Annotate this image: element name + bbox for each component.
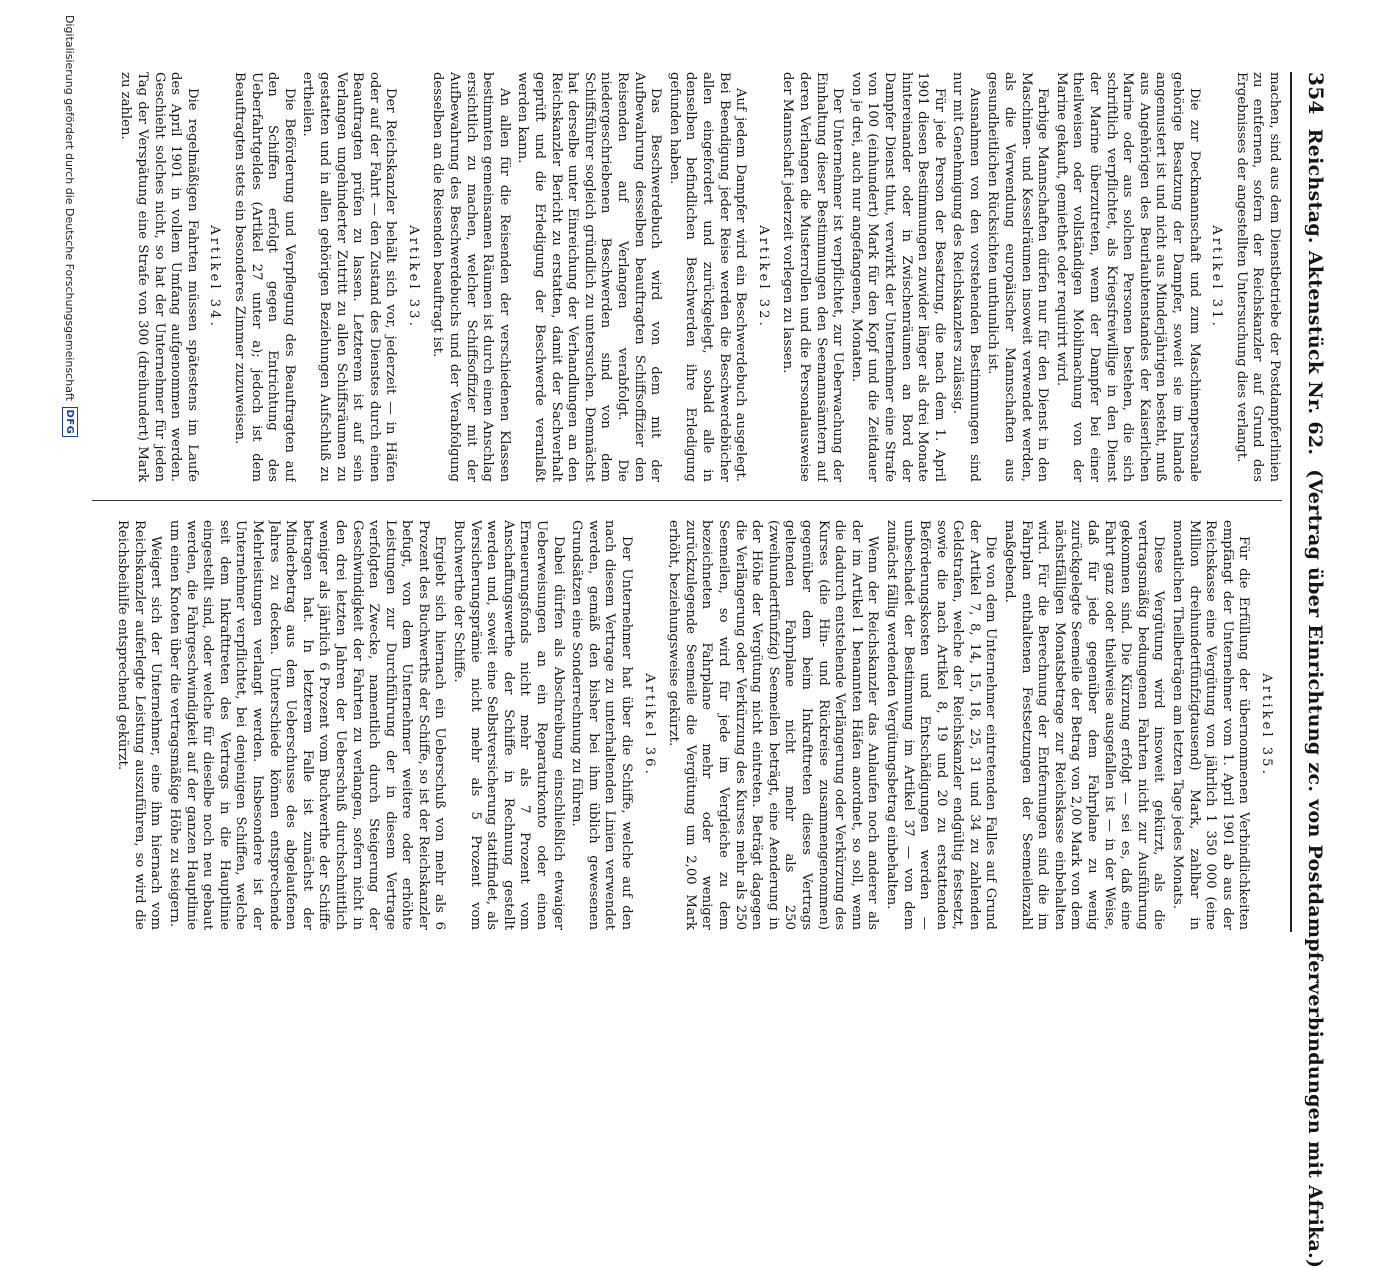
article-32-paragraph: Das Beschwerdebuch wird von dem mit der Aufbewahrung desselben beauftragten Schiffsoffizier den Reisenden auf Verlangen verabfolgt. Die niedergeschriebenen Beschwerden sind von dem Schiffsführer sogleich gründlich zu untersuchen. Demnächst hat derselbe unter Einreichung der Verhandlungen an den Reichskanzler Bericht zu erstatten, damit der Sachverhalt geprüft und die Erledigung der Beschwerde veranlaßt werden kann.	[515, 72, 664, 482]
article-36-paragraph: Dabei dürfen als Abschreibung einschließlich etwaiger Ueberweisungen an ein Reparaturkonto oder einen Erneuerungsfonds nicht mehr als 7 Prozent vom Anschaffungswerthe der Schiffe in Rechnung gestellt werden und, soweit eine Selbstversicherung stattfindet, als Versicherungsprämie nicht mehr als 5 Prozent vom Buchwerthe der Schiffe.	[451, 520, 566, 930]
article-35-paragraph: Für die Erfüllung der übernommenen Verbindlichkeiten empfängt der Unternehmer vom 1. April 1901 ab aus der Reichskasse eine Vergütung von jährlich 1 350 000 (eine Million dreihundertfünfzigtausend) Mark, zahlbar in monatlichen Theilbeträgen am letzten Tage jedes Monats.	[1170, 520, 1252, 930]
article-32-heading: Artikel 32.	[755, 225, 771, 329]
article-33-paragraph: Der Reichskanzler behält sich vor, jederzeit — in Häfen oder auf der Fahrt — den Zustand des Dienstes durch einen Beauftragten prüfen zu lassen. Letzterem ist auf sein Verlangen ungehinderter Zutritt zu allen Schiffsräumen zu gestatten und in allen gehörigen Beziehungen Aufschluß zu ertheilen.	[300, 72, 399, 482]
header-divider	[1290, 72, 1292, 932]
intro-paragraph: machen, sind aus dem Dienstbetriebe der Postdampferlinien zu entfernen, sofern der Reichskanzler auf Grund des Ergebnisses der angestellten Untersuchung dies verlangt.	[1233, 72, 1282, 482]
article-36-paragraph: Weigert sich der Unternehmer, eine ihm hiernach vom Reichskanzler auferlegte Leistung auszuführen, so wird die Reichsbeihilfe entsprechend gekürzt.	[115, 520, 164, 930]
article-32-paragraph: An allen für die Reisenden der verschiedenen Klassen bestimmten gemeinsamen Räumen ist durch einen Anschlag ersichtlich zu machen, welcher Schiffsoffizier mit der Aufbewahrung des Beschwerdebuchs und der Verabfolgung desselben an die Reisenden beauftragt ist.	[430, 72, 512, 482]
article-36-paragraph: Der Unternehmer hat über die Schiffe, welche auf den nach diesem Vertrage zu unterhaltenden Linien verwendet werden, gemäß den bisher bei ihm üblich gewesenen Grundsätzen eine Sonderrechnung zu führen.	[569, 520, 635, 930]
article-35-heading: Artikel 35.	[1259, 673, 1274, 777]
article-31-paragraph: Der Unternehmer ist verpflichtet, zur Ueberwachung der Einhaltung dieser Bestimmungen den Seemannsämtern auf deren Verlangen die Musterrollen und die Personalausweise der Mannschaft jederzeit vorlegen zu lassen.	[780, 72, 846, 482]
right-column	[92, 520, 1282, 930]
column-divider	[92, 500, 1282, 501]
dfg-logo: DFG	[62, 407, 78, 437]
article-31-paragraph: Farbige Mannschaften dürfen nur für den Dienst in den Maschinen- und Kesselräumen insoweit verwendet werden, als die Verwendung europäischer Mannschaften aus gesundheitlichen Rücksichten unthunlich ist.	[985, 72, 1051, 482]
left-column	[92, 72, 1282, 482]
article-33-heading: Artikel 33.	[405, 225, 421, 329]
digitization-note: Digitalisierung gefördert durch die Deutsche Forschungsgemeinschaft	[63, 15, 77, 401]
article-31-paragraph: Für jede Person der Besatzung, die nach dem 1. April 1901 diesen Bestimmungen zuwider länger als drei Monate hintereinander oder in Zwischenräumen an Bord der Dampfer Dienst thut, verwirkt der Unternehmer eine Strafe von 100 (einhundert) Mark für den Kopf und die Zeitdauer von je drei, auch nur angefangenen, Monaten.	[848, 72, 947, 482]
article-35-paragraph: Wenn der Reichskanzler das Anlaufen noch anderer als der im Artikel 1 benannten Häfen anordnet, so soll, wenn die dadurch entstehende Verlängerung oder Verkürzung des Kurses (die Hin- und Rückreise zusammengenommen) gegenüber dem beim Inkrafttreten dieses Vertrags geltenden Fahrplane nicht mehr als 250 (zweihundertfünfzig) Seemeilen beträgt, eine Aenderung in der Höhe der Vergütung nicht eintreten. Beträgt dagegen die Verlängerung oder Verkürzung des Kurses mehr als 250 Seemeilen, so wird für jede im Vergleiche zu dem bezeichneten Fahrplane mehr oder weniger zurückzulegende Seemeile die Vergütung um 2,00 Mark erhöht, beziehungsweise gekürzt.	[666, 520, 881, 930]
page-number: 354	[1304, 72, 1328, 115]
page-subtitle: (Vertrag über Einrichtung zc. von Postdampferverbindungen mit Afrika.)	[1304, 469, 1326, 1268]
article-35-paragraph: Diese Vergütung wird insoweit gekürzt, als die vertragsmäßig bedungenen Fahrten nicht zur Ausführung gekommen sind. Die Kürzung erfolgt — sei es, daß eine Fahrt ganz oder theilweise ausgefallen ist — in der Weise, daß für jede gegenüber dem Fahrplane zu wenig zurückgelegte Seemeile der Betrag von 2,00 Mark von dem nächstfälligen Monatsbetrage zur Reichskasse einbehalten wird. Für die Berechnung der Entfernungen sind die im Fahrplan enthaltenen Festsetzungen der Seemeilenzahl maßgebend.	[1002, 520, 1167, 930]
article-31-heading: Artikel 31.	[1209, 225, 1225, 329]
article-31-paragraph: Die zur Deckmannschaft und zum Maschinenpersonale gehörige Besatzung der Dampfer, soweit sie im Inlande angemustert ist und nicht aus Minderjährigen besteht, muß aus Angehörigen des Beurlaubtenstandes der Kaiserlichen Marine oder aus solchen Personen bestehen, die sich schriftlich verpflichtet, als Kriegsfreiwillige in den Dienst der Marine überzutreten, wenn der Dampfer bei einer theilweisen oder vollständigen Mobilmachung von der Marine gekauft, gemiethet oder requirirt wird.	[1053, 72, 1202, 482]
article-34-heading: Artikel 34.	[207, 225, 223, 329]
article-32-paragraph: Auf jedem Dampfer wird ein Beschwerdebuch ausgelegt. Bei Beendigung jeder Reise werden die Beschwerdebücher allen eingefordert und zurückgelegt, sobald alle in denselben befindlichen Beschwerden ihre Erledigung gefunden haben.	[666, 72, 749, 482]
article-31-paragraph: Ausnahmen von den vorstehenden Bestimmungen sind nur mit Genehmigung des Reichskanzlers zulässig.	[950, 72, 982, 482]
article-33-paragraph: Die Beförderung und Verpflegung des Beauftragten auf den Schiffen erfolgt gegen Entrichtung des Ueberfahrtgeldes (Artikel 27 unter a); jedoch ist dem Beauftragten stets ein besonderes Zimmer zuzuweisen.	[231, 72, 297, 482]
page-header	[1294, 72, 1328, 1268]
article-36-paragraph: Ergiebt sich hiernach ein Ueberschuß von mehr als 6 Prozent des Buchwerths der Schiffe, so ist der Reichskanzler befugt, von dem Unternehmer weitere oder erhöhte Leistungen zur Durchführung der in diesem Vertrage verfolgten Zwecke, namentlich durch Steigerung der Geschwindigkeit der Fahrten zu verlangen, sofern nicht in den drei letzten Jahren der Ueberschuß durchschnittlich weniger als jährlich 6 Prozent vom Buchwerthe der Schiffe betragen hat. In letzterem Falle ist zunächst der Minderbetrag aus dem Ueberschusse des abgelaufenen Jahres zu decken. Unterschiede können entsprechende Mehrleistungen verlangt werden. Insbesondere ist der Unternehmer verpflichtet, bei denjenigen Schiffen, welche seit dem Inkrafttreten des Vertrags in die Hauptlinie eingestellt sind, oder welche für dieselbe noch neu gebaut werden, die Fahrgeschwindigkeit auf der ganzen Hauptlinie um einen Knoten über die vertragsmäßige Höhe zu steigern.	[167, 520, 448, 930]
digitization-footer	[62, 15, 78, 437]
article-34-paragraph: Die regelmäßigen Fahrten müssen spätestens im Laufe des April 1901 in vollem Umfang aufgenommen werden. Geschieht solches nicht, so hat der Unternehmer für jeden Tag der Verspätung eine Strafe von 300 (dreihundert) Mark zu zahlen.	[118, 72, 200, 482]
article-36-heading: Artikel 36.	[641, 673, 657, 777]
article-35-paragraph: Die von dem Unternehmer eintretenden Falles auf Grund der Artikel 7, 8, 14, 15, 18, 25, 31 und 34 zu zahlenden Geldstrafen, welche der Reichskanzler endgültig festsetzt, sowie die nach Artikel 8, 19 und 20 zu erstattenden Beförderungskosten und Entschädigungen werden — unbeschadet der Bestimmung im Artikel 37 — von dem zunächst fällig werdenden Vergütungsbetrag einbehalten.	[883, 520, 999, 930]
page-title: Reichstag. Aktenstück Nr. 62.	[1304, 128, 1326, 456]
document-sheet	[88, 72, 1328, 1268]
